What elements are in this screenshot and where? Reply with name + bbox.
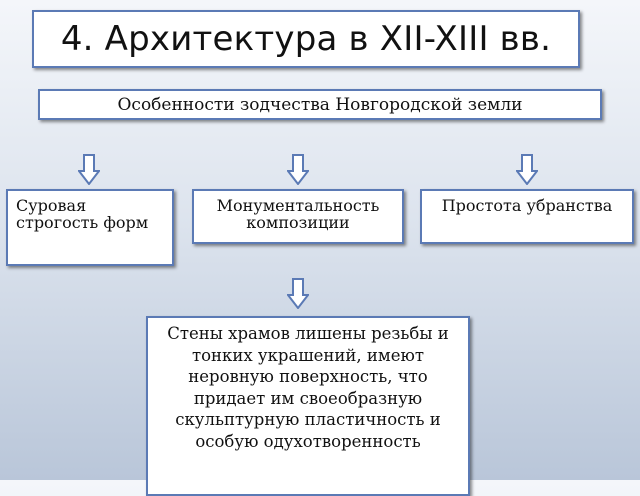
feature-box-monumentality (192, 189, 404, 244)
feature-box-simplicity (420, 189, 634, 244)
detail-text: Стены храмов лишены резьбы и тонких украшений, имеют неровную поверхность, что придает им своеобразную скульптурную пластичность и особую одухотворенность (167, 324, 449, 451)
feature-box-form-severity (6, 189, 174, 266)
down-arrow-icon (287, 154, 309, 185)
feature-label: Простота убранства (441, 196, 613, 215)
title-box (32, 10, 580, 68)
down-arrow-icon (287, 278, 309, 309)
down-arrow-icon (78, 154, 100, 185)
subtitle: Особенности зодчества Новгородской земли (117, 94, 523, 115)
detail-box (146, 316, 470, 496)
subtitle-box (38, 89, 602, 120)
feature-label: Монументальность композиции (216, 196, 380, 232)
down-arrow-icon (516, 154, 538, 185)
feature-label: Суровая строгость форм (16, 196, 149, 232)
page-title: 4. Архитектура в XII-XIII вв. (60, 19, 552, 59)
